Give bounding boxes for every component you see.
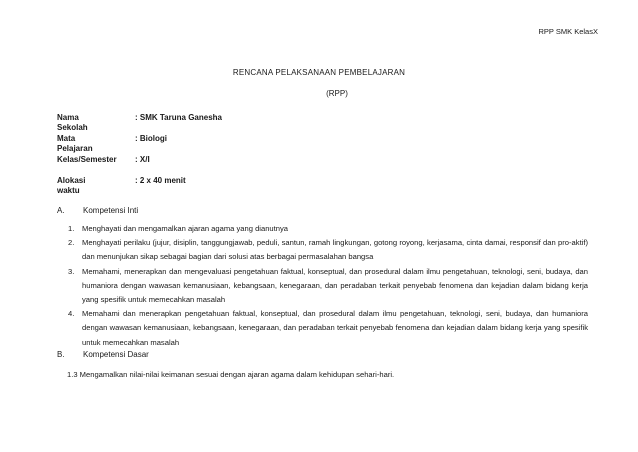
page-header: RPP SMK KelasX	[538, 27, 598, 36]
kompetensi-dasar-item: 1.3 Mengamalkan nilai-nilai keimanan sesuai dengan ajaran agama dalam kehidupan sehari-hari.	[67, 370, 395, 379]
kompetensi-inti-list	[68, 222, 588, 350]
info-label: Mata Pelajaran	[57, 134, 93, 153]
item-text: Menghayati perilaku (jujur, disiplin, tanggungjawab, peduli, santun, ramah lingkungan, gotong royong, kerjasama, cinta damai, responsif dan pro-aktif) dan menunjukan sikap sebagai bagian dari solusi atas berbagai permasalahan bangsa	[82, 238, 588, 262]
list-item	[68, 307, 588, 350]
document-subtitle: (RPP)	[326, 89, 348, 98]
item-number: 4.	[68, 309, 75, 319]
section-letter: B.	[57, 350, 65, 359]
list-item	[68, 236, 588, 264]
item-text: Memahami dan menerapkan pengetahuan faktual, konseptual, dan prosedural dalam ilmu pengetahuan, teknologi, seni, budaya, dan humaniora dengan wawasan kemanusiaan, kebangsaan, kenegaraan, dan peradaban terkait penyebab fenomena dan kejadian dalam bidang kerja yang spesifik untuk memecahkan masalah	[82, 309, 588, 347]
info-value: : Biologi	[135, 134, 167, 143]
item-text: Menghayati dan mengamalkan ajaran agama yang dianutnya	[82, 224, 289, 233]
info-label: Nama Sekolah	[57, 113, 88, 132]
section-title: Kompetensi Inti	[83, 206, 139, 215]
section-b-heading	[57, 350, 149, 360]
info-value: : 2 x 40 menit	[135, 176, 186, 185]
item-text: Memahami, menerapkan dan mengevaluasi pengetahuan faktual, konseptual, dan prosedural dalam ilmu pengetahuan, teknologi, seni, budaya, dan humaniora dengan wawasan kemanusiaan, kebangsaan, kenegaraan, dan peradaban terkait penyebab fenomena dan kejadian dalam bidang kerja yang spesifik untuk memecahkan masalah	[82, 266, 588, 305]
list-item	[68, 222, 588, 236]
info-value: : SMK Taruna Ganesha	[135, 113, 222, 122]
item-number: 3.	[68, 266, 75, 276]
item-number: 1.	[68, 224, 75, 233]
list-item	[68, 265, 588, 308]
item-number: 2.	[68, 238, 75, 248]
section-a-heading	[57, 206, 138, 216]
info-label: Kelas/Semester	[57, 155, 117, 164]
info-label: Alokasi waktu	[57, 176, 86, 195]
section-letter: A.	[57, 206, 65, 215]
info-value: : X/I	[135, 155, 150, 164]
section-title: Kompetensi Dasar	[83, 350, 149, 359]
document-title: RENCANA PELAKSANAAN PEMBELAJARAN	[232, 68, 406, 77]
